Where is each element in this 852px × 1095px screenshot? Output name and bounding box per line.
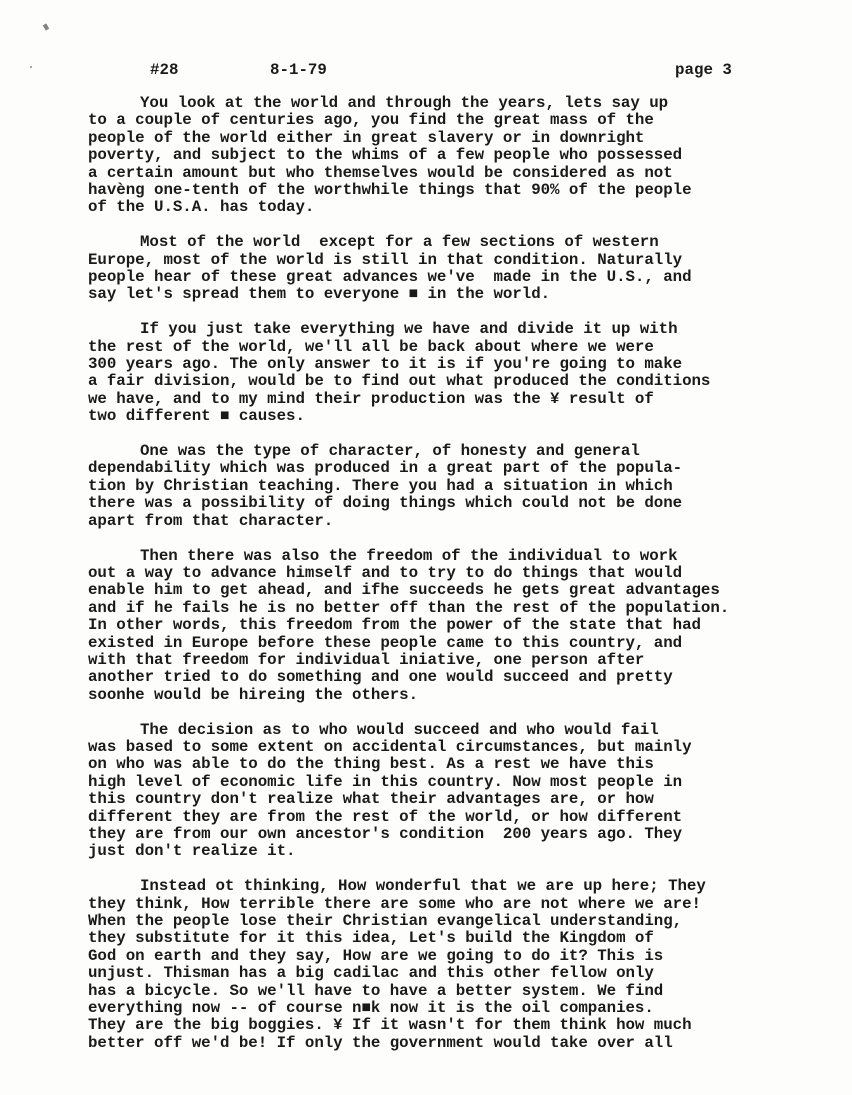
document-body: [88, 95, 800, 1070]
text-line: there was a possibility of doing things which could not be done: [88, 494, 683, 513]
text-line: the rest of the world, we'll all be back about where we were: [88, 337, 654, 356]
text-line: everything now -- of course n■k now it is the oil companies.: [88, 999, 654, 1018]
text-line: One was the type of character, of honesty and general: [140, 442, 640, 461]
text-line: has a bicycle. So we'll have to have a better system. We find: [88, 981, 664, 1000]
text-line: Instead ot thinking, How wonderful that we are up here; They: [140, 877, 706, 896]
text-line: unjust. Thisman has a big cadilac and this other fellow only: [88, 964, 654, 983]
text-line: a fair division, would be to find out what produced the conditions: [88, 372, 711, 391]
text-line: They are the big boggies. ¥ If it wasn't for them think how much: [88, 1016, 692, 1035]
text-line: to a couple of centuries ago, you find the great mass of the: [88, 111, 654, 130]
text-line: with that freedom for individual iniative, one person after: [88, 650, 645, 669]
text-line: enable him to get ahead, and ifhe succeeds he gets great advantages: [88, 581, 720, 600]
text-line: soonhe would be hireing the others.: [88, 685, 419, 704]
text-line: If you just take everything we have and divide it up with: [140, 320, 678, 339]
paragraph: [88, 234, 800, 304]
text-line: a certain amount but who themselves would be considered as not: [88, 163, 673, 182]
text-line: they think, How terrible there are some who are not where we are!: [88, 894, 701, 913]
text-line: we have, and to my mind their production was the ¥ result of: [88, 389, 654, 408]
text-line: tion by Christian teaching. There you had a situation in which: [88, 476, 673, 495]
text-line: they are from our own ancestor's condition 200 years ago. They: [88, 824, 683, 843]
text-line: better off we'd be! If only the government would take over all: [88, 1033, 673, 1052]
text-line: havèng one-tenth of the worthwhile things that 90% of the people: [88, 181, 692, 200]
paragraph: [88, 548, 800, 705]
text-line: was based to some extent on accidental circumstances, but mainly: [88, 737, 692, 756]
text-line: they substitute for it this idea, Let's build the Kingdom of: [88, 929, 654, 948]
paragraph: [88, 95, 800, 217]
text-line: out a way to advance himself and to try to do things that would: [88, 563, 683, 582]
paragraph: [88, 722, 800, 861]
text-line: high level of economic life in this country. Now most people in: [88, 772, 683, 791]
stray-ink-mark: [43, 23, 49, 30]
text-line: on who was able to do the thing best. As a rest we have this: [88, 755, 654, 774]
text-line: apart from that character.: [88, 511, 334, 530]
text-line: people hear of these great advances we've made in the U.S., and: [88, 268, 692, 287]
document-date: 8-1-79: [270, 61, 327, 79]
text-line: say let's spread them to everyone ■ in the world.: [88, 285, 551, 304]
paragraph: [88, 878, 800, 1052]
text-line: 300 years ago. The only answer to it is if you're going to make: [88, 355, 683, 374]
text-line: God on earth and they say, How are we going to do it? This is: [88, 946, 664, 965]
text-line: people of the world either in great slavery or in downright: [88, 128, 645, 147]
text-line: You look at the world and through the years, lets say up: [140, 94, 669, 112]
text-line: dependability which was produced in a great part of the popula-: [88, 459, 683, 478]
page-header: [0, 61, 852, 79]
paragraph: [88, 443, 800, 530]
text-line: different they are from the rest of the world, or how different: [88, 807, 683, 826]
paragraph: [88, 321, 800, 425]
text-line: In other words, this freedom from the power of the state that had: [88, 616, 701, 635]
text-line: and if he fails he is no better off than the rest of the population.: [88, 598, 730, 617]
text-line: another tried to do something and one would succeed and pretty: [88, 668, 673, 687]
text-line: Europe, most of the world is still in that condition. Naturally: [88, 250, 683, 269]
text-line: of the U.S.A. has today.: [88, 198, 315, 217]
text-line: The decision as to who would succeed and who would fail: [140, 720, 659, 739]
text-line: just don't realize it.: [88, 842, 296, 861]
text-line: Most of the world except for a few sections of western: [140, 233, 659, 252]
document-number: #28: [150, 61, 179, 79]
text-line: this country don't realize what their advantages are, or how: [88, 790, 654, 809]
text-line: When the people lose their Christian evangelical understanding,: [88, 912, 683, 930]
page-number: page 3: [675, 61, 732, 79]
text-line: Then there was also the freedom of the individual to work: [140, 546, 678, 565]
text-line: poverty, and subject to the whims of a few people who possessed: [88, 146, 683, 165]
text-line: existed in Europe before these people came to this country, and: [88, 633, 683, 652]
text-line: two different ■ causes.: [88, 407, 305, 426]
